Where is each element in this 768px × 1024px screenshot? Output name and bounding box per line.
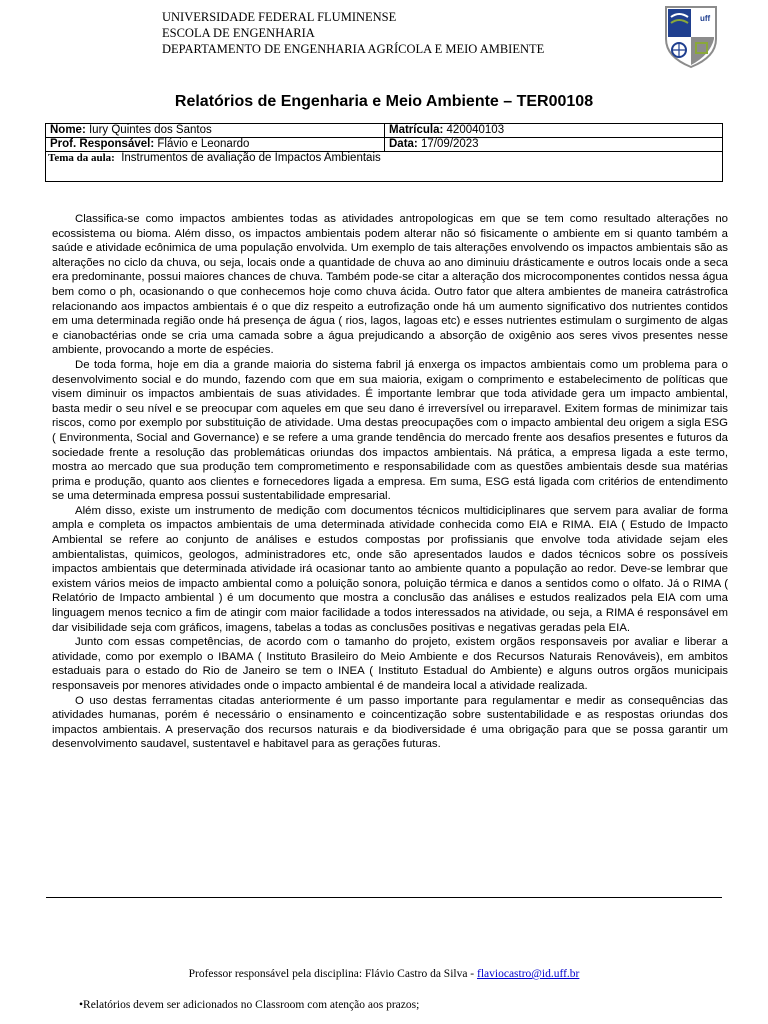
- footer-divider: [46, 897, 722, 898]
- topic-label: Tema da aula:: [48, 152, 115, 164]
- paragraph-4: Junto com essas competências, de acordo com o tamanho do projeto, existem orgãos responsaveis por avaliar e liberar a atividade, como por exemplo o IBAMA ( Instituto Brasileiro do Meio Ambiente e dos Recursos Naturais Renováveis), em ambitos estaduais para o estado do Rio de Janeiro se tem o INEA ( Instituto Estadual do Ambiente) e alguns outros orgãos municipais responsaveis por menores atividades onde o impacto ambiental é de mandeira local a atividade realizada.: [52, 636, 728, 692]
- matricula-label: Matrícula:: [389, 124, 444, 136]
- report-body: [52, 212, 728, 752]
- table-row: [46, 138, 723, 152]
- table-row: [46, 124, 723, 138]
- date-cell: [385, 138, 723, 152]
- date-value: 17/09/2023: [420, 138, 479, 150]
- uff-shield-icon: [664, 5, 718, 69]
- matricula-value: 420040103: [446, 124, 505, 136]
- professor-value: Flávio e Leonardo: [157, 138, 250, 150]
- department-name: DEPARTAMENTO DE ENGENHARIA AGRÍCOLA E MEIO AMBIENTE: [162, 42, 545, 56]
- date-label: Data:: [389, 138, 418, 150]
- student-info-table: [45, 123, 723, 182]
- submission-note: •Relatórios devem ser adicionados no Classroom com atenção aos prazos;: [79, 999, 420, 1011]
- svg-text:uff: uff: [700, 14, 711, 23]
- paragraph-2: De toda forma, hoje em dia a grande maioria do sistema fabril já enxerga os impactos ambientais como um problema para o desenvolvimento social e do mundo, fazendo com que em sua maioria, exigam o comprimento e estabelecimento de políticas que visem diminuir os impactos ambientais de suas atividades. É importante lembrar que toda atividade gera um impacto ambiental, basta medir o seu nível e se preocupar com aqueles em que seu dano é irreversível ou irreparavel. Exitem formas de minimizar tais riscos, como por exemplo por substituição de atividade. Uma destas preocupações com o impacto ambiental deu origem a sigla ESG ( Environmenta, Social and Governance) e se refere a uma grande tendência do mercado frente aos desafios presentes e futuros da sociedade frente a resolução das problemáticas oriundas dos impactos ambientais. Ná prática, a empresa ligada a este termo, mostra ao mercado que sua produção tem comprometimento e responsabilidade com as questões ambientais desde sua matérias prima e produção, quanto aos clientes e fornecedores ligada a empresa. Em suma, ESG está ligada com critérios de entendimento se uma determinada empresa possui sustentabilidade empresarial.: [52, 358, 728, 503]
- school-name: ESCOLA DE ENGENHARIA: [162, 26, 315, 40]
- footer-professor: [0, 968, 768, 980]
- paragraph-3: Além disso, existe um instrumento de medição com documentos técnicos multidiciplinares que servem para avaliar de forma ampla e completa os impactos ambientais de uma determinada atividade conhecida como EIA e RIMA. EIA ( Estudo de Impacto Ambiental se refere ao conjunto de análises e estudos compostas por profissianis que envolve toda atividade sejam eles ambientalistas, quimicos, geologos, administradores etc, onde são apresentados laudos e dados técnicos sobre os possíveis impactos ambientais que determinada atividade irá ocasionar tanto ao ambiente quanto a população ao redor. Deve-se lembrar que existem vários meios de impacto ambiental como a poluição sonora, poluição térmica e danos a sentidos como o olfato. Já o RIMA ( Relatório de Impacto ambiental ) é um documento que mostra a conclusão das análises e estudos realizados pela EIA com uma linguagem menos tecnico a fim de atingir com maior facilidade a todos interessados na atividade, ou seja, a RIMA é responsável em dar visibilidade seja com gráficos, imagens, tabelas a todas as conclusões positivas e negativas geradas pela EIA.: [52, 504, 728, 634]
- professor-cell: [46, 138, 385, 152]
- institution-header: [162, 9, 544, 57]
- university-name: UNIVERSIDADE FEDERAL FLUMINENSE: [162, 10, 397, 24]
- name-label: Nome:: [50, 124, 86, 136]
- name-value: Iury Quintes dos Santos: [88, 124, 212, 136]
- matricula-cell: [385, 124, 723, 138]
- topic-cell: [46, 152, 723, 182]
- name-cell: [46, 124, 385, 138]
- paragraph-5: O uso destas ferramentas citadas anteriormente é um passo importante para regulamentar e medir as consequências das atividades humanas, porém é necessário o ensinamento e coincentização sobre sustentabilidade e as respostas oriundas dos impactos ambientais. A preservação dos recursos naturais e da biodiversidade é uma obrigação para que se possa garantir um desenvolvimento saudavel, sustentavel e habitavel para as gerações futuras.: [52, 694, 728, 751]
- paragraph-1: Classifica-se como impactos ambientes todas as atividades antropologicas em que se tem como resultado alterações no ecossistema ou bioma. Além disso, os impactos ambientais podem alterar não só fisicamente o ambiente em si quanto também a saúde e atividade ecônimica de uma população envolvida. Um exemplo de tais alterações envolvendo os impactos ambientais são as alterações no ciclo da chuva, ou seja, locais onde a quantidade de chuva ao ano diminuiu drásticamente e outros locais onde a seca era predominante, possui maiores chances de chuva. Também pode-se citar a alteração dos microcomponentes contidos nessa água bem como o ph, ocasionando o que conhecemos hoje como chuva ácida. Outro fator que altera ambientes de maneira catrástrofica relacionando aos impactos ambientais é o que diz respeito a eutrofização onde há um aumento significativo dos nutrientes contidos em uma determinada região onde há presença de água ( rios, lagos, lagoas etc) e esses nutrientes estimulam o surgimento de algas e cianobactérias onde se cria uma camada sobre a água prejudicando a absorção de oxigênio aos seres vivos presentes nesse ambiente, provocando a morte de espécies.: [52, 213, 728, 357]
- topic-value: Instrumentos de avaliação de Impactos Ambientais: [121, 152, 381, 164]
- uff-logo: [664, 5, 718, 69]
- table-row: [46, 152, 723, 182]
- footer-text: Professor responsável pela disciplina: Flávio Castro da Silva -: [188, 968, 478, 980]
- professor-email-link[interactable]: flaviocastro@id.uff.br: [477, 968, 580, 980]
- professor-label: Prof. Responsável:: [50, 138, 155, 150]
- report-title: Relatórios de Engenharia e Meio Ambiente – TER00108: [174, 93, 594, 110]
